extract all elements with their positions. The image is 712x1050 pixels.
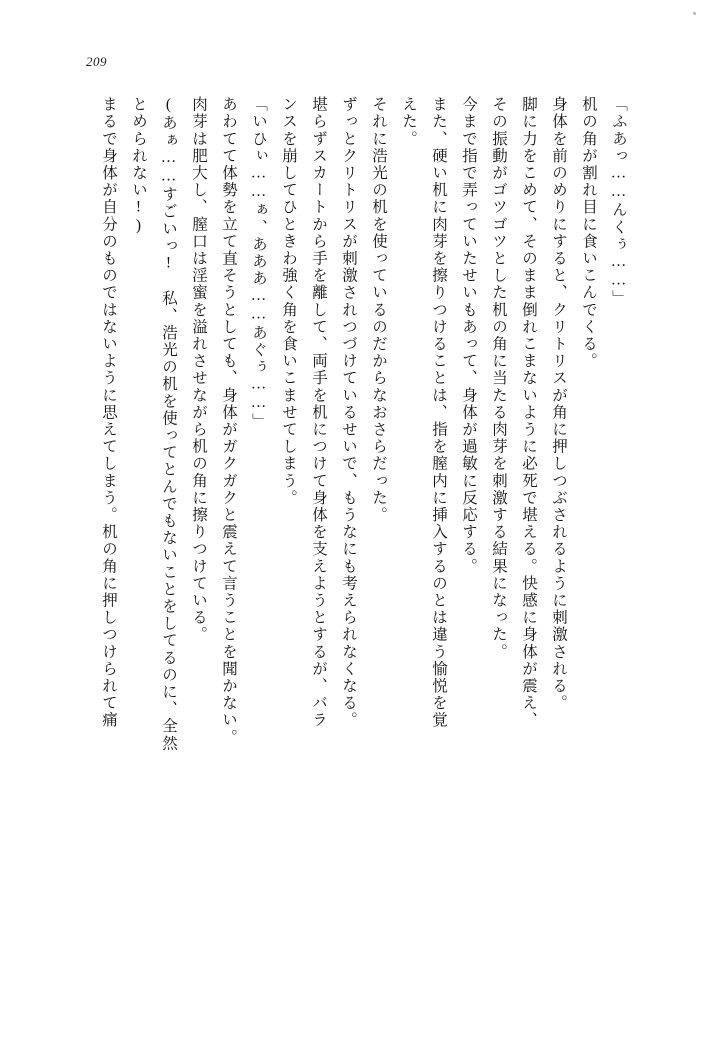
text-column: 今まで指で弄っていたせいもあって、身体が過敏に反応する。: [460, 96, 477, 575]
text-column: 身体を前のめりにすると、クリトリスが角に押しつぶされるように刺激される。: [550, 96, 567, 712]
text-column: また、硬い机に肉芽を擦りつけることは、指を膣内に挿入するのとは違う愉悦を覚: [430, 96, 447, 729]
text-column: それに浩光の机を使っているのだからなおさらだった。: [370, 96, 387, 524]
text-column: 「ふあっ……んくぅ……」: [610, 96, 627, 308]
text-column: 「いひぃ……ぁ、あああ……あぐぅ……」: [250, 96, 267, 430]
text-column: その振動がゴツゴツとした机の角に当たる肉芽を刺激する結果になった。: [490, 96, 507, 661]
text-column: ずっとクリトリスが刺激されつづけているせいで、もうなにも考えられなくなる。: [340, 96, 357, 729]
text-column: とめられない!): [130, 96, 147, 236]
vertical-text-block: [86, 96, 626, 996]
scan-speck: [693, 12, 696, 15]
text-column: あわてて体勢を立て直そうとしても、身体がガクガクと震えて言うことを聞かない。: [220, 96, 237, 746]
text-column: まるで身体が自分のものではないように思えてしまう。机の角に押しつけられて痛: [100, 96, 117, 729]
text-column: えた。: [400, 96, 417, 148]
text-column: 堪らずスカートから手を離して、両手を机につけて身体を支えようとするが、バラ: [310, 96, 327, 729]
text-column: 脚に力をこめて、そのまま倒れこまないように必死で堪える。快感に身体が震え、: [520, 96, 537, 729]
text-column: ンスを崩してひときわ強く角を食いこませてしまう。: [280, 96, 297, 507]
text-column: (あぁ……すごいっ! 私、浩光の机を使ってとんでもないことをしてるのに、全然: [160, 96, 177, 752]
page-number: 209: [86, 54, 107, 69]
text-column: 机の角が割れ目に食いこんでくる。: [580, 96, 597, 370]
text-column: 肉芽は肥大し、膣口は淫蜜を溢れさせながら机の角に擦りつけている。: [190, 96, 207, 644]
